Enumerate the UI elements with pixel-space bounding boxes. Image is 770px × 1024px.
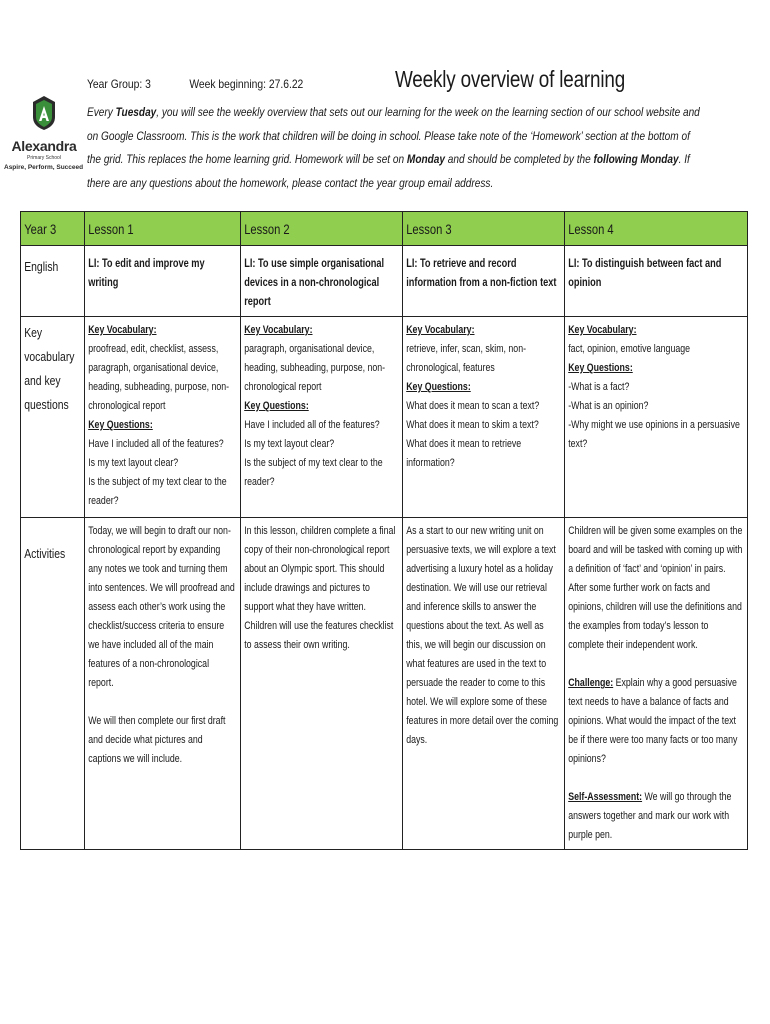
weekly-overview-table xyxy=(20,211,748,850)
key-question: What does it mean to retrieve information? xyxy=(406,438,522,469)
column-header-label: Year 3 xyxy=(24,220,57,237)
english-row xyxy=(21,246,748,317)
activities-row xyxy=(21,518,748,850)
cell-content xyxy=(241,518,402,659)
column-header-label: Lesson 1 xyxy=(88,220,134,237)
cell-content xyxy=(565,317,747,458)
activity-text: In this lesson, children complete a final copy of their non-chronological report about an Olympic sport. This should include drawings and pictures to support what they have written. xyxy=(244,525,396,613)
table-header-row xyxy=(21,212,748,246)
header-meta xyxy=(87,77,303,91)
activity-text: Children will be given some examples on the board and will be tasked with coming up with a definition of ‘fact’ and ‘opinion’ in pairs. After some further work on facts and opinions, children will use the definitions and the examples from today’s lesson to complete their independent work. xyxy=(568,525,743,651)
cell-content xyxy=(403,317,564,477)
table-cell xyxy=(85,246,241,317)
vocabulary-list: retrieve, infer, scan, skim, non-chronological, features xyxy=(406,343,527,374)
row-label-text: Key vocabulary and key questions xyxy=(24,325,75,412)
learning-intention: LI: To edit and improve my writing xyxy=(88,258,205,289)
intro-emphasis: following Monday xyxy=(593,152,679,166)
row-label xyxy=(21,317,85,518)
activity-text: Today, we will begin to draft our non-chronological report by expanding any notes we took and turning them into sentences. We will proofread and assess each other’s work using the checklist/success criteria to ensure we have included all of the main features of a non-chronological report. xyxy=(88,525,235,689)
key-question: -What is an opinion? xyxy=(568,400,649,412)
key-question: Is my text layout clear? xyxy=(244,438,335,450)
table-cell xyxy=(403,246,565,317)
vocabulary-list: paragraph, organisational device, heading, subheading, purpose, non-chronological report xyxy=(244,343,386,393)
key-question: What does it mean to scan a text? xyxy=(406,400,540,412)
intro-emphasis: Monday xyxy=(406,152,446,166)
table-cell xyxy=(565,246,748,317)
cell-content xyxy=(85,518,240,773)
school-motto: Aspire, Perform, Succeed xyxy=(4,164,84,171)
table-cell xyxy=(565,317,748,518)
key-vocabulary-heading: Key Vocabulary: xyxy=(88,324,157,336)
key-question: Is my text layout clear? xyxy=(88,457,179,469)
key-vocabulary-heading: Key Vocabulary: xyxy=(244,324,313,336)
table-cell xyxy=(241,518,403,850)
challenge-body: Explain why a good persuasive text needs to have a balance of facts and opinions. What would the impact of the text be if there were too many facts or too many opinions? xyxy=(568,677,738,765)
cell-content xyxy=(565,518,747,849)
learning-intention: LI: To retrieve and record information from a non-fiction text xyxy=(406,258,557,289)
activity-text: We will then complete our first draft and decide what pictures and captions we will include. xyxy=(88,715,226,765)
column-header-label: Lesson 4 xyxy=(568,220,614,237)
self-assessment-label: Self-Assessment: xyxy=(568,791,643,803)
row-label xyxy=(21,518,85,850)
activity-text: As a start to our new writing unit on persuasive texts, we will explore a text advertising a luxury hotel as a holiday destination. We will use our retrieval and inference skills to answer the questions about the text. As well as this, we will begin our discussion on what features are used in the text to persuade the reader to come to this hotel. We will explore some of these features in more detail over the coming days. xyxy=(406,525,559,746)
row-label-text: English xyxy=(24,259,59,274)
key-question: -What is a fact? xyxy=(568,381,630,393)
table-cell xyxy=(403,518,565,850)
vocabulary-list: proofread, edit, checklist, assess, paragraph, organisational device, heading, subheading, purpose, non-chronological report xyxy=(88,343,230,412)
intro-text: . If there are any questions about the homework, please contact the year group email address. xyxy=(87,152,690,190)
cell-content xyxy=(403,518,564,754)
key-question: Have I included all of the features? xyxy=(244,419,380,431)
week-beginning: Week beginning: 27.6.22 xyxy=(189,77,304,91)
column-header xyxy=(21,212,85,246)
column-header xyxy=(565,212,748,246)
row-label xyxy=(21,246,85,317)
column-header xyxy=(403,212,565,246)
key-vocabulary-heading: Key Vocabulary: xyxy=(568,324,637,336)
cell-content xyxy=(241,317,402,496)
vocabulary-list: fact, opinion, emotive language xyxy=(568,343,691,355)
column-header xyxy=(85,212,241,246)
table-cell xyxy=(85,317,241,518)
table-cell xyxy=(241,246,403,317)
page-title: Weekly overview of learning xyxy=(395,66,626,92)
school-name: Alexandra xyxy=(11,138,77,154)
challenge-label: Challenge: xyxy=(568,677,614,689)
school-crest-icon xyxy=(31,95,57,131)
column-header xyxy=(241,212,403,246)
school-logo xyxy=(4,95,84,172)
intro-emphasis: Tuesday xyxy=(115,105,157,119)
learning-intention: LI: To use simple organisational devices in a non-chronological report xyxy=(244,258,385,308)
intro-text: Every xyxy=(87,105,116,119)
learning-intention: LI: To distinguish between fact and opinion xyxy=(568,258,722,289)
key-questions-heading: Key Questions: xyxy=(244,400,309,412)
year-group: Year Group: 3 xyxy=(87,77,151,91)
key-question: Have I included all of the features? xyxy=(88,438,224,450)
key-question: What does it mean to skim a text? xyxy=(406,419,539,431)
key-question: Is the subject of my text clear to the reader? xyxy=(244,457,383,488)
key-questions-heading: Key Questions: xyxy=(568,362,633,374)
table-cell xyxy=(565,518,748,850)
intro-paragraph xyxy=(87,101,700,195)
table-cell xyxy=(403,317,565,518)
self-assessment-body: We will go through the answers together and mark our work with purple pen. xyxy=(568,791,732,841)
key-question: Is the subject of my text clear to the reader? xyxy=(88,476,227,507)
table-cell xyxy=(85,518,241,850)
column-header-label: Lesson 2 xyxy=(244,220,290,237)
intro-text: and should be completed by the xyxy=(445,152,594,166)
key-question: -Why might we use opinions in a persuasive text? xyxy=(568,419,740,450)
row-label-text: Activities xyxy=(24,546,66,561)
column-header-label: Lesson 3 xyxy=(406,220,452,237)
activity-text: Children will use the features checklist to assess their own writing. xyxy=(244,620,394,651)
table-cell xyxy=(241,317,403,518)
intro-text: , you will see the weekly overview that sets out our learning for the week on the learning section of our school website and on Google Classroom. This is the work that children will be doing in school. Please take note of the ‘Homework’ section at the bottom of the grid. This replaces the home learning grid. Homework will be set on xyxy=(87,105,700,166)
cell-content xyxy=(85,317,240,515)
challenge-text xyxy=(568,674,744,769)
key-vocabulary-heading: Key Vocabulary: xyxy=(406,324,475,336)
school-type: Primary School xyxy=(27,155,61,161)
self-assessment-text xyxy=(568,788,744,845)
vocabulary-row xyxy=(21,317,748,518)
key-questions-heading: Key Questions: xyxy=(406,381,471,393)
key-questions-heading: Key Questions: xyxy=(88,419,153,431)
